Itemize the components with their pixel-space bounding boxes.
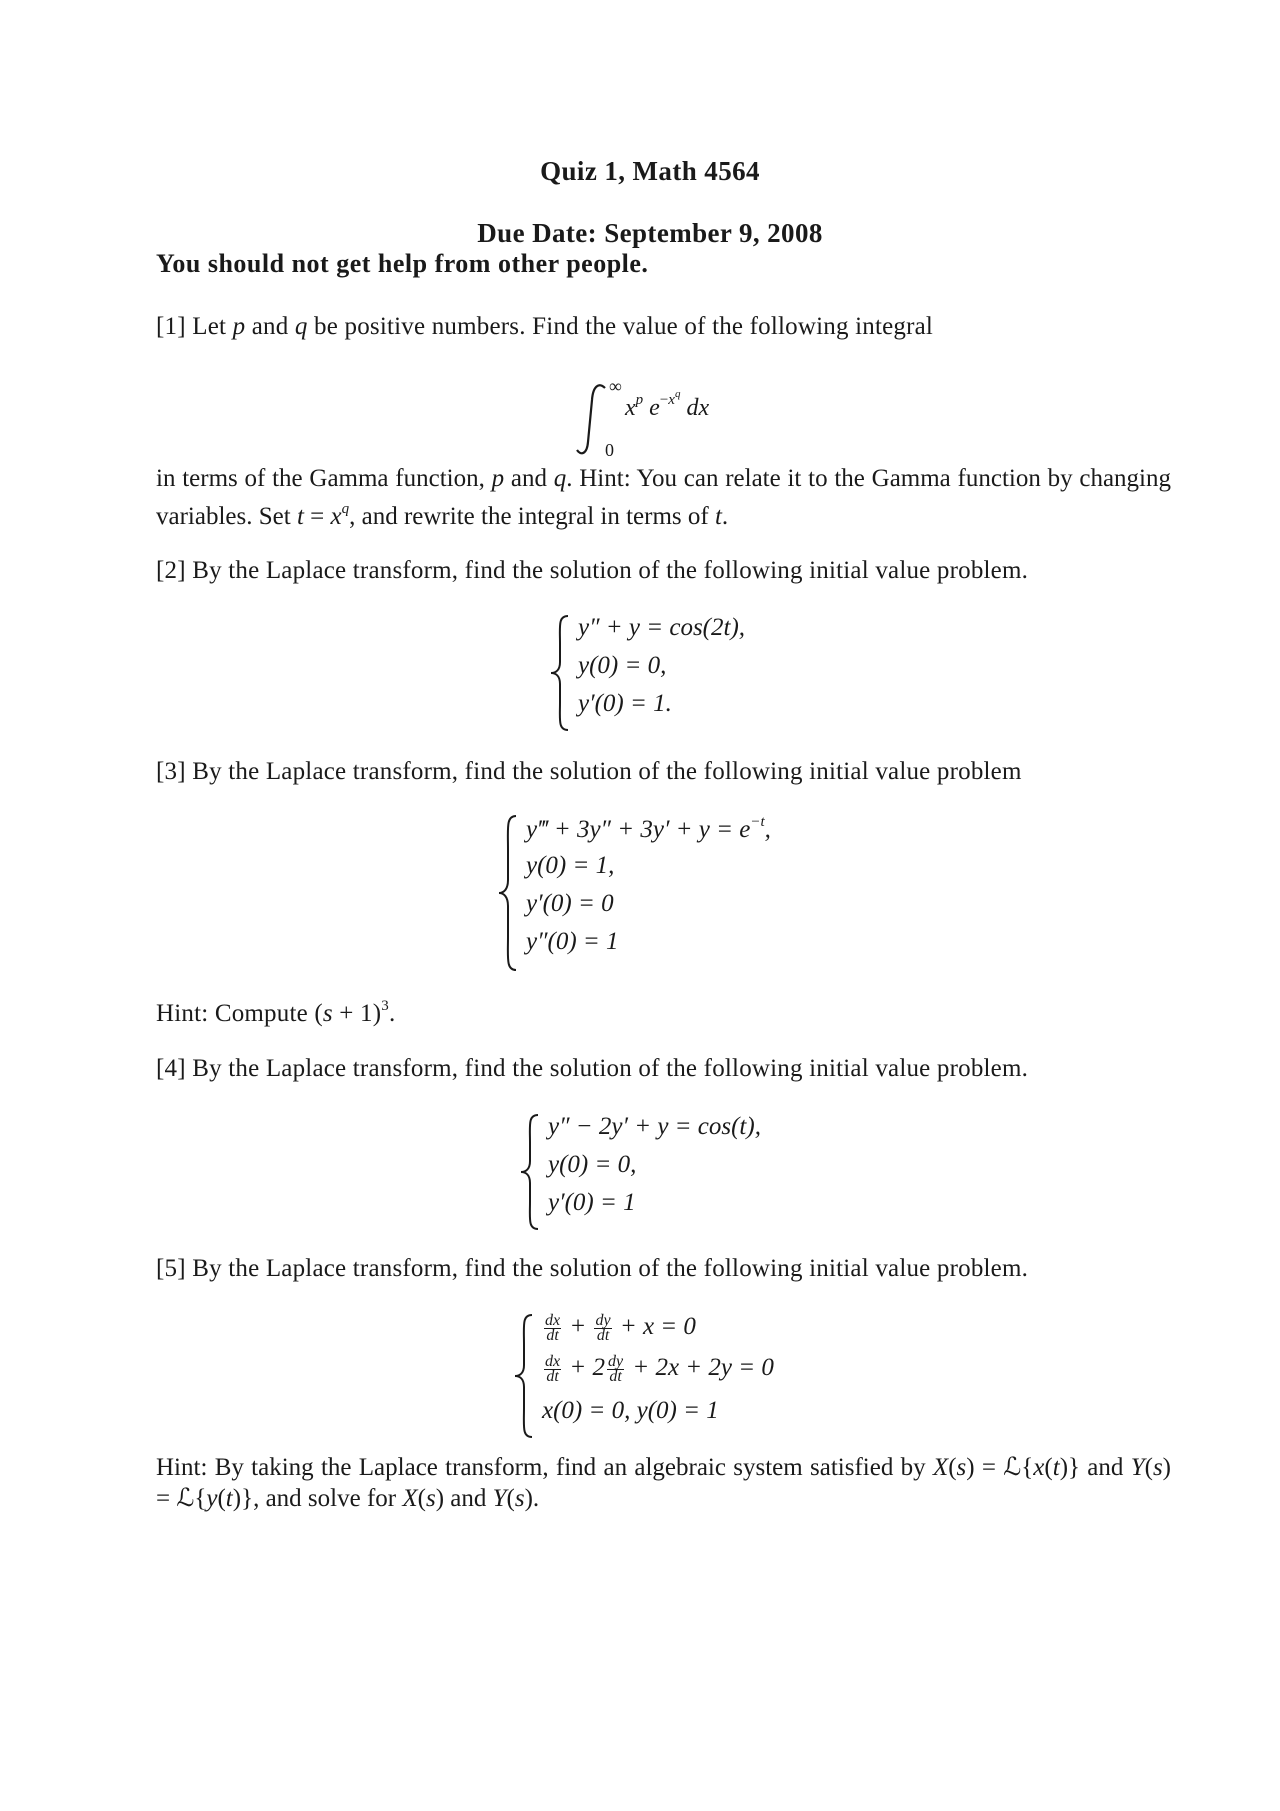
left-brace-icon bbox=[518, 1113, 542, 1231]
problem-2-intro bbox=[156, 555, 1028, 586]
equation-line: y″ + y = cos(2t), bbox=[578, 614, 746, 641]
equation-line: $\frac{dx}{dt}$ + $\frac{dy}{dt}$ + x = 0 bbox=[545, 1311, 696, 1344]
problem-5-intro bbox=[156, 1253, 1028, 1284]
equation-line: x(0) = 0, y(0) = 1 bbox=[542, 1397, 719, 1424]
equation-line: y(0) = 0, bbox=[548, 1151, 637, 1178]
integral-lower-limit: 0 bbox=[605, 440, 614, 460]
due-date: Due Date: September 9, 2008 bbox=[477, 218, 823, 248]
problem-4-intro-text: By the Laplace transform, find the solution of the following initial value problem. bbox=[192, 1055, 1029, 1082]
left-brace-icon bbox=[496, 814, 520, 972]
problem-4-system bbox=[518, 1113, 858, 1233]
equation-line: y″ − 2y′ + y = cos(t), bbox=[548, 1113, 761, 1140]
equation-line: y″(0) = 1 bbox=[526, 928, 619, 955]
problem-1-intro-text: Let p and q be positive numbers. Find the value of the following integral bbox=[192, 313, 934, 340]
integral-upper-limit: ∞ bbox=[609, 376, 622, 396]
equation-line bbox=[526, 814, 771, 844]
problem-5-system bbox=[512, 1313, 892, 1443]
problem-3-system bbox=[496, 814, 896, 974]
problem-1-integral bbox=[575, 376, 775, 470]
problem-1-after: in terms of the Gamma function, p and q. Hint: You can relate it to the Gamma function by changing variables. Set $t = x^q$, and rewrite the integral in terms of t. bbox=[156, 465, 1171, 530]
problem-3-label: [3] bbox=[156, 758, 186, 785]
problem-4-intro bbox=[156, 1053, 1028, 1084]
left-brace-icon bbox=[548, 614, 572, 732]
problem-3-hint: Hint: Compute $(s + 1)^3$. bbox=[156, 998, 396, 1027]
problem-5-hint: Hint: By taking the Laplace transform, find an algebraic system satisfied by X(s) = ℒ{x(t)} and Y(s) = ℒ{y(t)}, and solve for X(s) and Y(s). bbox=[156, 1454, 1171, 1512]
problem-3-intro bbox=[156, 756, 1022, 787]
problem-5-intro-text: By the Laplace transform, find the solution of the following initial value problem. bbox=[192, 1255, 1029, 1282]
notice: You should not get help from other people. bbox=[156, 249, 649, 278]
equation-line: y′(0) = 1. bbox=[578, 690, 672, 717]
problem-2-label: [2] bbox=[156, 557, 186, 584]
problem-1-intro bbox=[156, 311, 933, 342]
problem-4-label: [4] bbox=[156, 1055, 186, 1082]
equation-line: y′(0) = 1 bbox=[548, 1189, 636, 1216]
problem-1-label: [1] bbox=[156, 313, 186, 340]
problem-2-intro-text: By the Laplace transform, find the solution of the following initial value problem. bbox=[192, 557, 1029, 584]
page-title: Quiz 1, Math 4564 bbox=[540, 156, 760, 186]
equation-line: $\frac{dx}{dt}$ + 2 $\frac{dy}{dt}$ + 2x + 2y = 0 bbox=[545, 1352, 774, 1385]
left-brace-icon bbox=[512, 1313, 536, 1439]
problem-3-intro-text: By the Laplace transform, find the solution of the following initial value problem bbox=[192, 758, 1022, 785]
problem-2-system bbox=[548, 614, 848, 734]
equation-line: y′(0) = 0 bbox=[526, 890, 614, 917]
equation-rendered: y‴ + $3y'' + 3y' + y = e^{-t}$, bbox=[526, 814, 771, 843]
problem-5-label: [5] bbox=[156, 1255, 186, 1282]
equation-line: y(0) = 0, bbox=[578, 652, 667, 679]
integrand: $x^p$ $e^{-x^q}$ dx bbox=[625, 388, 710, 421]
equation-line: y(0) = 1, bbox=[526, 852, 615, 879]
